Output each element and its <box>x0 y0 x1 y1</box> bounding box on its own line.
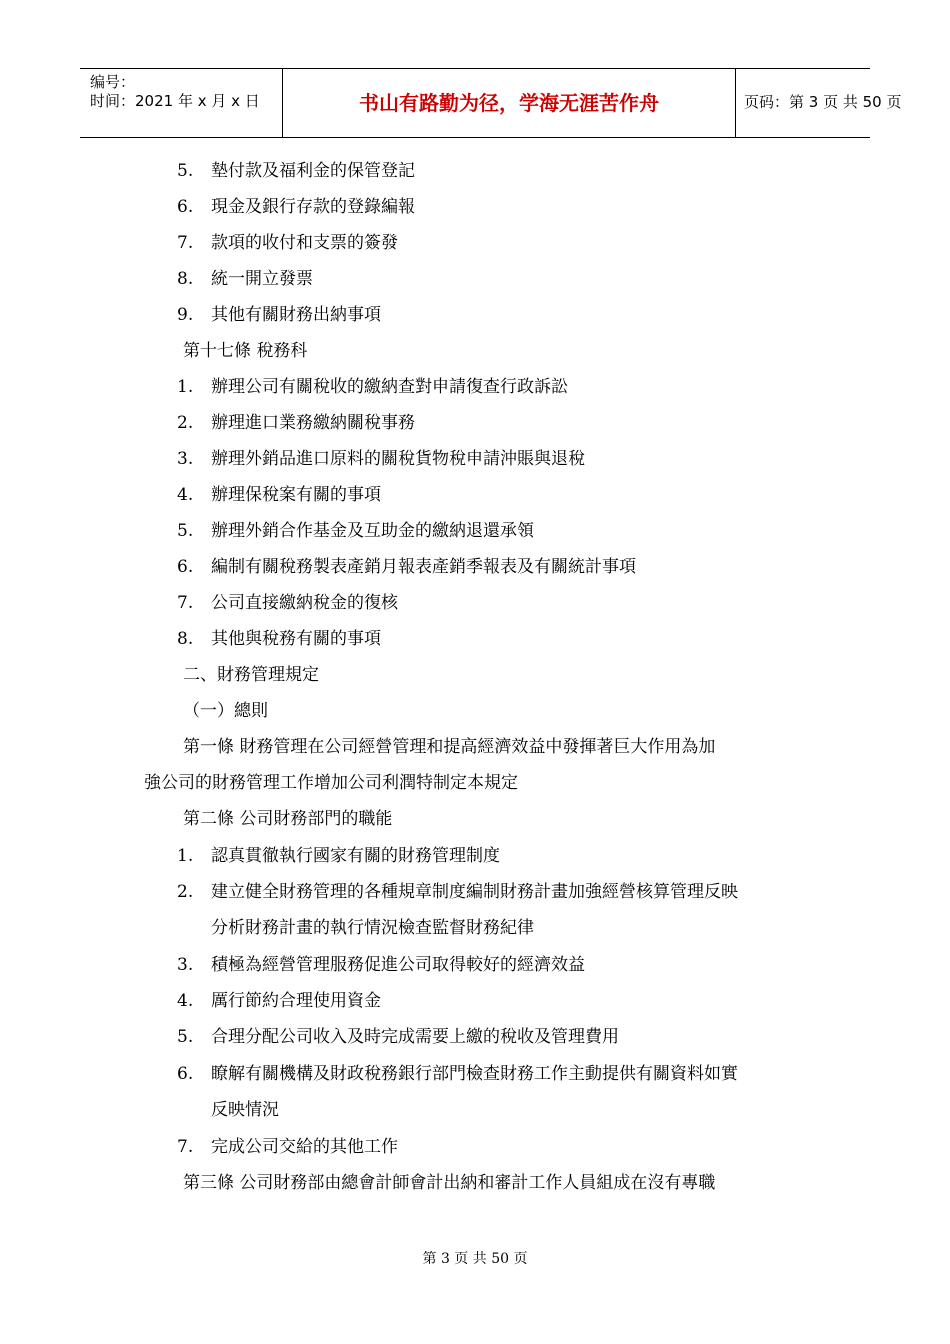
item-number: 8. <box>177 629 194 649</box>
item-number: 6. <box>177 557 194 577</box>
item-text: 反映情況 <box>211 1100 279 1120</box>
article-heading: 第二條 公司財務部門的職能 <box>183 809 393 829</box>
item-text: 厲行節約合理使用資金 <box>211 991 381 1011</box>
item-text: 其他有關財務出納事項 <box>211 305 381 325</box>
item-text: 公司直接繳納稅金的復核 <box>211 593 398 613</box>
item-text: 瞭解有關機構及財政稅務銀行部門檢查財務工作主動提供有關資料如實 <box>211 1064 738 1084</box>
item-number: 8. <box>177 269 194 289</box>
section-heading: 二、財務管理規定 <box>183 665 319 685</box>
article-heading: 第十七條 稅務科 <box>183 341 308 361</box>
item-text: 認真貫徹執行國家有關的財務管理制度 <box>211 846 500 866</box>
item-number: 1. <box>177 377 194 397</box>
item-number: 5. <box>177 161 194 181</box>
item-number: 5. <box>177 521 194 541</box>
item-text: 辦理外銷品進口原料的關稅貨物稅申請沖賬與退稅 <box>211 449 585 469</box>
paragraph-line: 第一條 財務管理在公司經營管理和提高經濟效益中發揮著巨大作用為加 <box>183 737 716 757</box>
item-text: 合理分配公司收入及時完成需要上繳的稅收及管理費用 <box>211 1027 619 1047</box>
item-text: 積極為經營管理服務促進公司取得較好的經濟效益 <box>211 955 585 975</box>
item-text: 其他與稅務有關的事項 <box>211 629 381 649</box>
item-number: 6. <box>177 1064 194 1084</box>
item-text: 墊付款及福利金的保管登記 <box>211 161 415 181</box>
item-text: 統一開立發票 <box>211 269 313 289</box>
paragraph-line: 強公司的財務管理工作增加公司利潤特制定本規定 <box>144 773 518 793</box>
item-text: 辦理進口業務繳納關稅事務 <box>211 413 415 433</box>
item-number: 7. <box>177 593 194 613</box>
item-number: 9. <box>177 305 194 325</box>
item-text: 完成公司交給的其他工作 <box>211 1137 398 1157</box>
item-number: 4. <box>177 991 194 1011</box>
item-text: 辦理外銷合作基金及互助金的繳納退還承領 <box>211 521 534 541</box>
item-text: 辦理保稅案有關的事項 <box>211 485 381 505</box>
item-text: 辦理公司有關稅收的繳納查對申請復查行政訴訟 <box>211 377 568 397</box>
item-number: 6. <box>177 197 194 217</box>
header-motto-cell <box>283 69 736 137</box>
item-number: 2. <box>177 882 194 902</box>
item-number: 1. <box>177 846 194 866</box>
item-text: 建立健全財務管理的各種規章制度編制財務計畫加強經營核算管理反映 <box>211 882 738 902</box>
item-text: 款項的收付和支票的簽發 <box>211 233 398 253</box>
article-heading: 第三條 公司財務部由總會計師會計出納和審計工作人員組成在沒有專職 <box>183 1173 716 1193</box>
motto-text: 书山有路勤为径，学海无涯苦作舟 <box>359 91 659 115</box>
item-number: 3. <box>177 449 194 469</box>
item-text: 編制有關稅務製表產銷月報表產銷季報表及有關統計事項 <box>211 557 636 577</box>
page-info: 页码：第 3 页 共 50 页 <box>744 93 902 111</box>
page-footer: 第 3 页 共 50 页 <box>422 1251 528 1267</box>
header-meta-cell <box>80 69 283 137</box>
item-number: 3. <box>177 955 194 975</box>
item-number: 5. <box>177 1027 194 1047</box>
item-number: 7. <box>177 1137 194 1157</box>
subsection-heading: （一）總則 <box>183 701 268 721</box>
date-label: 时间：2021 年 x 月 x 日 <box>90 92 260 110</box>
item-number: 2. <box>177 413 194 433</box>
item-number: 7. <box>177 233 194 253</box>
number-label: 编号： <box>90 73 136 91</box>
page-header <box>80 68 902 138</box>
item-text: 分析財務計畫的執行情況檢查監督財務紀律 <box>211 918 534 938</box>
header-page-cell <box>736 69 902 137</box>
item-text: 現金及銀行存款的登錄編報 <box>211 197 415 217</box>
item-number: 4. <box>177 485 194 505</box>
